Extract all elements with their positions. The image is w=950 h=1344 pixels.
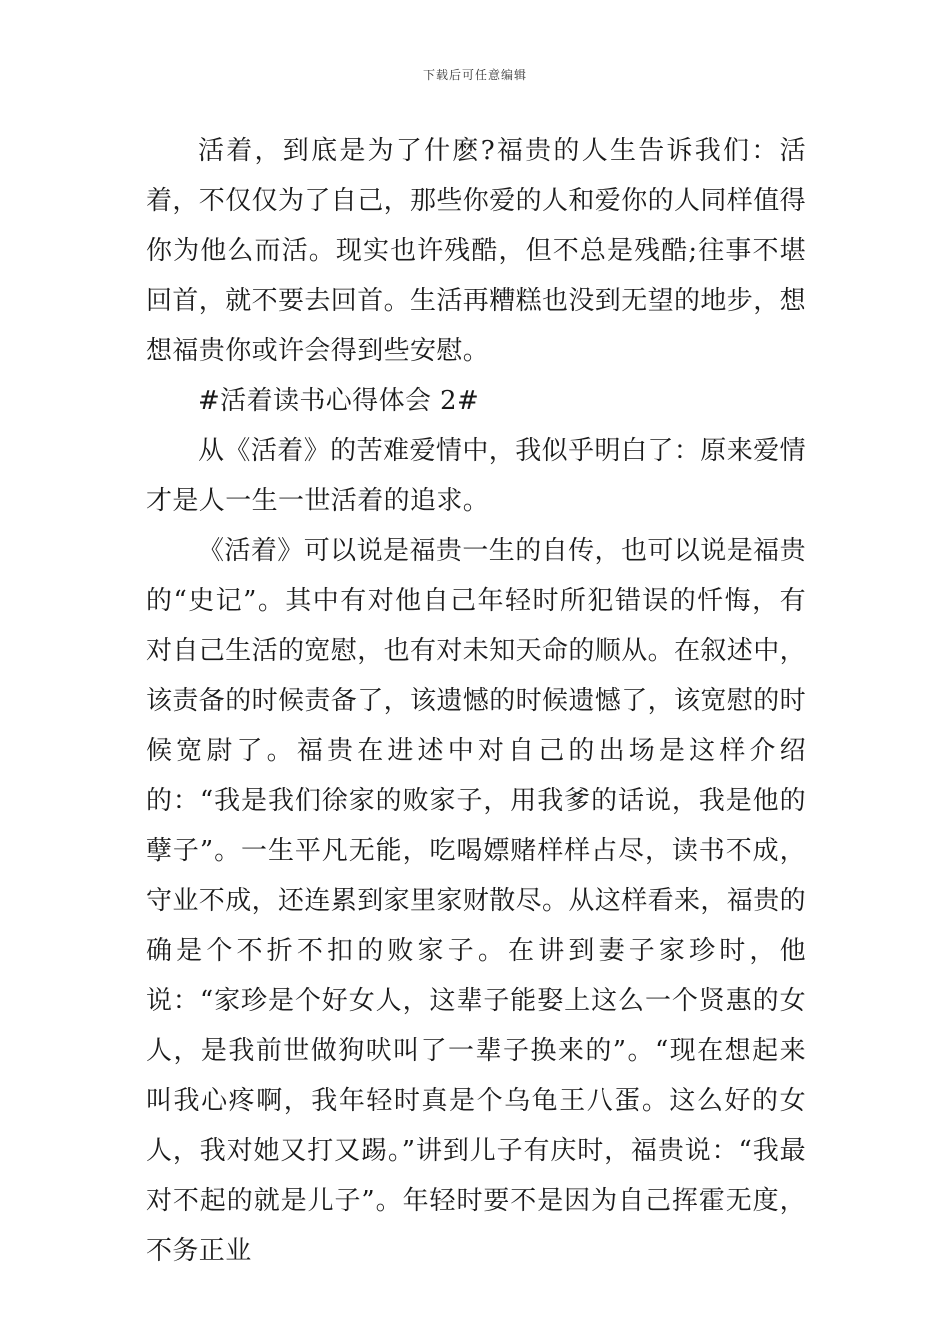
paragraph-2: 从《活着》的苦难爱情中，我似乎明白了：原来爱情才是人一生一世活着的追求。 [146, 436, 806, 516]
paragraph-1: 活着，到底是为了什麽?福贵的人生告诉我们：活着，不仅仅为了自己，那些你爱的人和爱你的人同样值得你为他么而活。现实也许残酷，但不总是残酷;往事不堪回首，就不要去回首。生活再糟糕也没到无望的地步，想想福贵你或许会得到些安慰。 [146, 136, 807, 366]
paragraph-3: 《活着》可以说是福贵一生的自传，也可以说是福贵的“史记”。其中有对他自己年轻时所犯错误的忏悔，有对自己生活的宽慰，也有对未知天命的顺从。在叙述中，该责备的时候责备了，该遗憾的时候遗憾了，该宽慰的时候宽尉了。福贵在进述中对自己的出场是这样介绍的：“我是我们徐家的败家子，用我爹的话说，我是他的孽子”。一生平凡无能，吃喝嫖赌样样占尽，读书不成，守业不成，还连累到家里家财散尽。从这样看来，福贵的确是个不折不扣的败家子。在讲到妻子家珍时，他说：“家珍是个好女人，这辈子能娶上这么一个贤惠的女人，是我前世做狗吠叫了一辈子换来的”。“现在想起来叫我心疼啊，我年轻时真是个乌龟王八蛋。这么好的女人，我对她又打又踢。”讲到儿子有庆时，福贵说：“我最对不起的就是儿子”。年轻时要不是因为自己挥霍无度，不务正业 [146, 536, 807, 1266]
section-heading: #活着读书心得体会 2# [198, 386, 480, 416]
header-note: 下载后可任意编辑 [422, 68, 527, 82]
document-body [146, 126, 806, 1276]
